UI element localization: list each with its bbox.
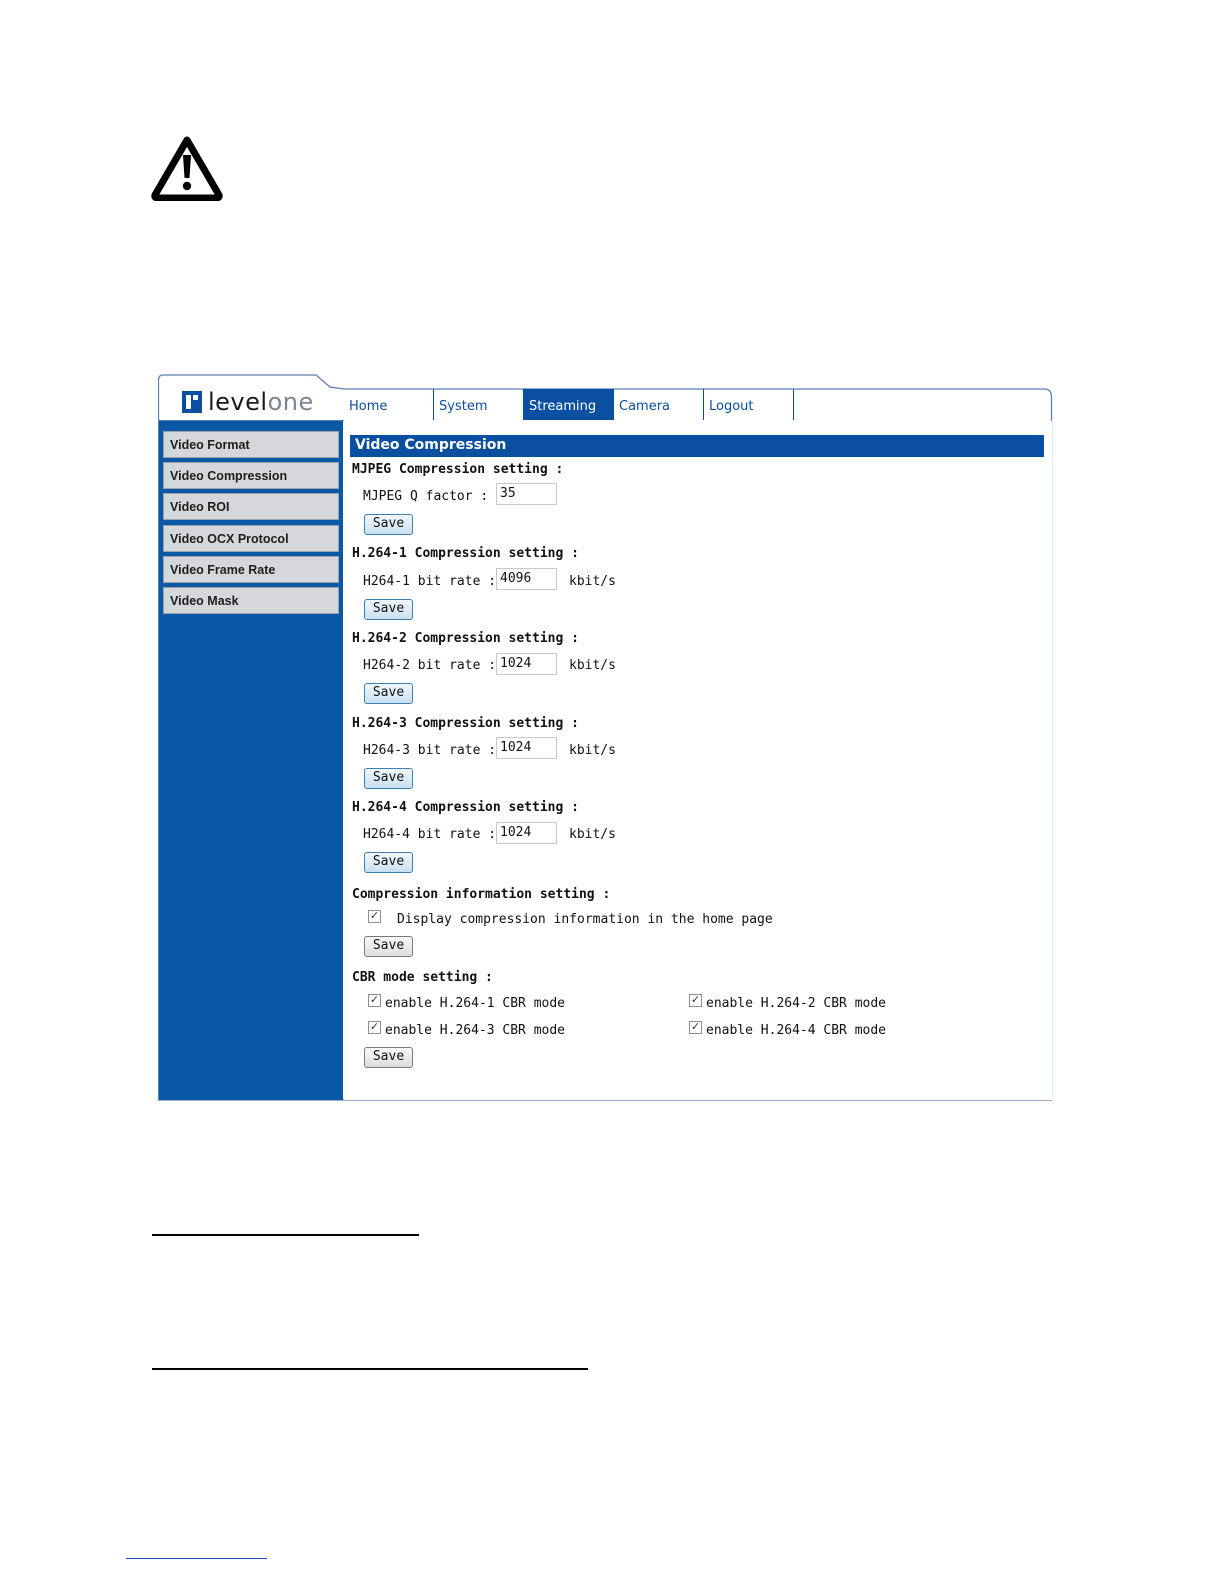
sidebar-item-video-format[interactable]: Video Format: [163, 431, 339, 458]
h264-2-save-button[interactable]: Save: [364, 683, 413, 704]
h264-1-bitrate-label: H264-1 bit rate :: [363, 574, 497, 589]
h264-1-save-button[interactable]: Save: [364, 599, 413, 620]
levelone-logo: [182, 388, 314, 416]
display-compression-info-label: Display compression information in the home page: [397, 912, 773, 927]
h264-4-bitrate-label: H264-4 bit rate :: [363, 827, 497, 842]
h264-3-unit: kbit/s: [569, 743, 616, 758]
h264-2-bitrate-label: H264-2 bit rate :: [363, 658, 497, 673]
tab-logout[interactable]: Logout: [704, 389, 794, 420]
compression-info-section-title: Compression information setting :: [352, 887, 611, 902]
tab-camera[interactable]: Camera: [614, 389, 704, 420]
tab-system[interactable]: System: [434, 389, 524, 420]
levelone-logo-mark: [182, 391, 202, 413]
display-compression-info-checkbox[interactable]: ✓: [369, 909, 380, 922]
cbr-h264-2-label: enable H.264-2 CBR mode: [706, 996, 887, 1011]
h264-1-unit: kbit/s: [569, 574, 616, 589]
sidebar-item-video-frame-rate[interactable]: Video Frame Rate: [163, 556, 339, 583]
h264-3-bitrate-label: H264-3 bit rate :: [363, 743, 497, 758]
h264-2-unit: kbit/s: [569, 658, 616, 673]
footer-link-underline: [126, 1558, 267, 1559]
h264-3-save-button[interactable]: Save: [364, 768, 413, 789]
h264-3-bitrate-input[interactable]: 1024: [496, 737, 557, 759]
cbr-h264-1-label: enable H.264-1 CBR mode: [385, 996, 566, 1011]
cbr-h264-2-checkbox[interactable]: ✓: [690, 993, 701, 1006]
h264-4-save-button[interactable]: Save: [364, 852, 413, 873]
h264-4-section-title: H.264-4 Compression setting :: [352, 800, 579, 815]
tab-streaming[interactable]: Streaming: [524, 389, 614, 420]
h264-4-unit: kbit/s: [569, 827, 616, 842]
heading-underline-1: [152, 1234, 419, 1236]
h264-1-bitrate-input[interactable]: 4096: [496, 568, 557, 590]
h264-2-bitrate-input[interactable]: 1024: [496, 653, 557, 675]
compression-info-save-button[interactable]: Save: [364, 936, 413, 957]
cbr-section-title: CBR mode setting :: [352, 970, 493, 985]
sidebar-item-video-compression[interactable]: Video Compression: [163, 462, 339, 489]
mjpeg-section-title: MJPEG Compression setting :: [352, 462, 564, 477]
cbr-h264-3-label: enable H.264-3 CBR mode: [385, 1023, 566, 1038]
logo-text: levelone: [208, 388, 314, 416]
cbr-h264-4-label: enable H.264-4 CBR mode: [706, 1023, 887, 1038]
camera-web-ui: [158, 374, 1053, 1101]
mjpeg-save-button[interactable]: Save: [364, 514, 413, 535]
mjpeg-q-factor-input[interactable]: 35: [496, 483, 557, 505]
sidebar-item-video-mask[interactable]: Video Mask: [163, 587, 339, 614]
sidebar-item-video-roi[interactable]: Video ROI: [163, 493, 339, 520]
tab-home[interactable]: Home: [344, 389, 434, 420]
heading-underline-2: [152, 1368, 588, 1370]
top-nav-tabs: [344, 389, 794, 420]
sidebar-item-video-ocx-protocol[interactable]: Video OCX Protocol: [163, 525, 339, 552]
h264-1-section-title: H.264-1 Compression setting :: [352, 546, 579, 561]
h264-2-section-title: H.264-2 Compression setting :: [352, 631, 579, 646]
h264-4-bitrate-input[interactable]: 1024: [496, 822, 557, 844]
sidebar: [159, 421, 343, 1100]
cbr-h264-4-checkbox[interactable]: ✓: [690, 1020, 701, 1033]
h264-3-section-title: H.264-3 Compression setting :: [352, 716, 579, 731]
page-title: Video Compression: [350, 435, 1044, 457]
warning-triangle-icon: [150, 135, 224, 201]
cbr-save-button[interactable]: Save: [364, 1047, 413, 1068]
cbr-h264-1-checkbox[interactable]: ✓: [369, 993, 380, 1006]
mjpeg-q-factor-label: MJPEG Q factor :: [363, 489, 489, 504]
cbr-h264-3-checkbox[interactable]: ✓: [369, 1020, 380, 1033]
main-content: [344, 421, 1052, 1100]
